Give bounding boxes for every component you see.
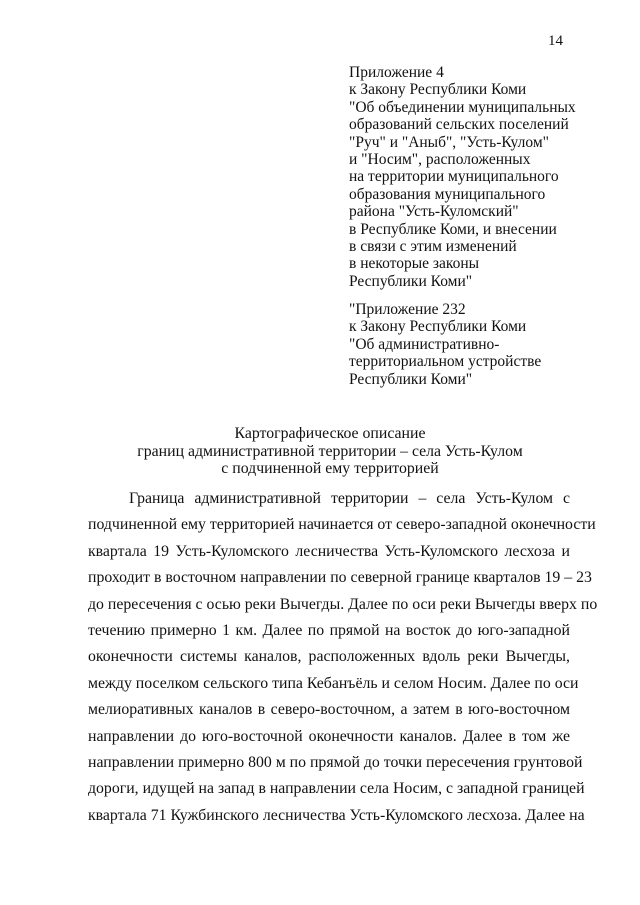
annex-line: к Закону Республики Коми [349, 81, 527, 99]
body-line: проходит в восточном направлении по северной границе кварталов 19 – 23 [88, 569, 592, 587]
annex-line: образования муниципального [349, 185, 546, 203]
body-line: течению примерно 1 км. Далее по прямой на восток до юго-западной [88, 621, 570, 639]
title-line: Картографическое описание [234, 425, 426, 442]
sub-annex-line: к Закону Республики Коми [349, 318, 527, 336]
page-number: 14 [548, 33, 563, 49]
body-line: мелиоративных каналов в северо-восточном, а затем в юго-восточном [88, 701, 570, 719]
body-line: подчиненной ему территорией начинается от северо-западной оконечности [88, 516, 596, 534]
annex-line: Республики Коми" [349, 272, 473, 290]
title-line: с подчиненной ему территорией [221, 460, 439, 478]
annex-line: и "Носим", расположенных [349, 151, 531, 169]
annex-line: в некоторые законы [349, 255, 480, 273]
annex-line: "Об объединении муниципальных [349, 98, 576, 116]
sub-annex-reference [349, 301, 541, 388]
sub-annex-line: "Приложение 232 [349, 301, 466, 318]
title-line: границ административной территории – села Усть-Кулом [137, 442, 523, 460]
body-line: оконечности системы каналов, расположенных вдоль реки Вычегды, [88, 648, 570, 666]
annex-line: образований сельских поселений [349, 116, 569, 134]
body-line: Граница административной территории – села Усть-Кулом с [129, 490, 570, 507]
body-line: направлении до юго-восточной оконечности каналов. Далее в том же [88, 727, 570, 745]
annex-line: в связи с этим изменений [349, 238, 517, 256]
body-line: квартала 19 Усть-Куломского лесничества Усть-Куломского лесхоза и [88, 542, 570, 560]
annex-line: Приложение 4 [349, 64, 444, 81]
annex-line: "Руч" и "Аныб", "Усть-Кулом" [349, 133, 549, 151]
annex-line: в Республике Коми, и внесении [349, 220, 557, 238]
sub-annex-line: Республики Коми" [349, 370, 473, 388]
body-line: квартала 71 Кужбинского лесничества Усть-Куломского лесхоза. Далее на [88, 806, 585, 824]
body-line: между поселком сельского типа Кебанъёль и селом Носим. Далее по оси [88, 674, 579, 692]
body-line: направлении примерно 800 м по прямой до точки пересечения грунтовой [88, 753, 583, 771]
sub-annex-line: территориальном устройстве [349, 353, 542, 371]
body-line: дороги, идущей на запад в направлении села Носим, с западной границей [88, 780, 585, 798]
body-line: до пересечения с осью реки Вычегды. Далее по оси реки Вычегды вверх по [88, 595, 598, 613]
annex-line: на территории муниципального [349, 168, 559, 186]
sub-annex-line: "Об административно- [349, 335, 500, 353]
annex-line: района "Усть-Куломский" [349, 203, 519, 221]
annex-reference [349, 64, 576, 290]
document-title [60, 425, 600, 478]
body-paragraph [88, 486, 598, 829]
